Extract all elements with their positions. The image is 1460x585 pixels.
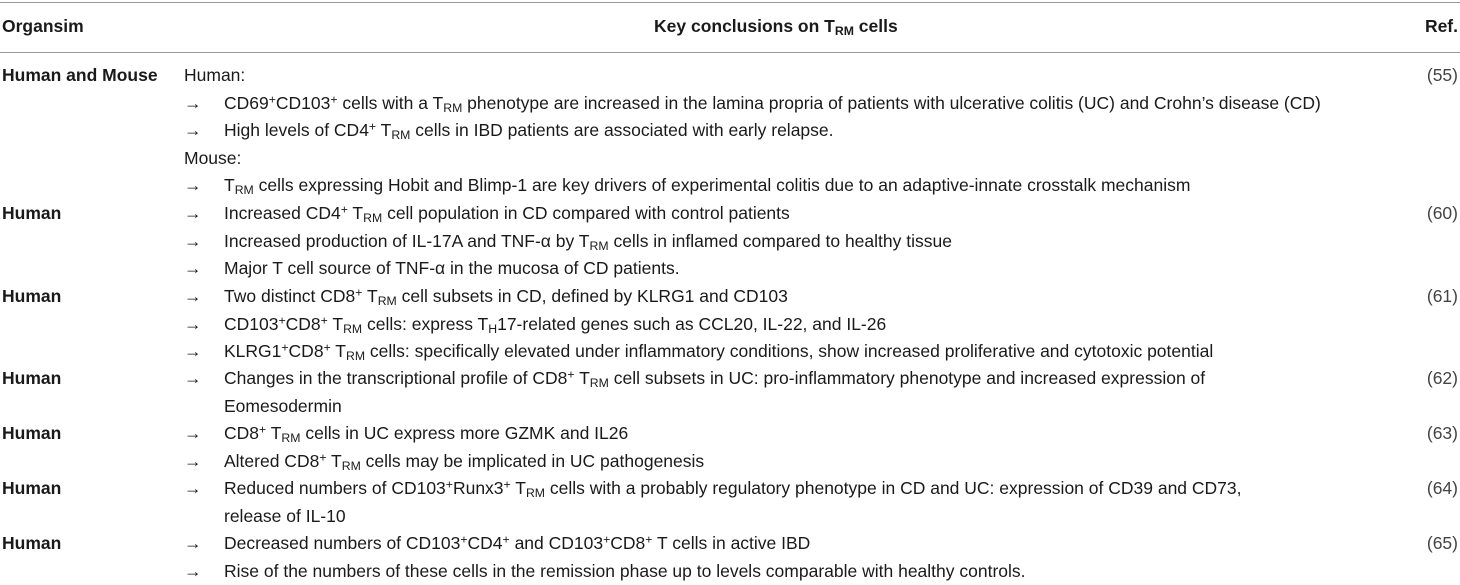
arrow-icon: →	[184, 255, 202, 283]
arrow-icon: →	[184, 420, 202, 448]
text-run: cells with a probably regulatory phenotype in CD and UC: expression of CD39 and CD73,	[545, 478, 1241, 498]
arrow-icon: →	[184, 448, 202, 476]
sup-script: +	[319, 450, 326, 464]
sup-script: +	[281, 341, 288, 355]
text-run: T	[331, 341, 346, 361]
ref-cell: (62)	[1427, 365, 1458, 393]
text-run: cells in IBD patients are associated with early relapse.	[410, 120, 833, 140]
sup-script: +	[504, 478, 511, 492]
sup-script: +	[330, 92, 337, 106]
conclusion-item	[184, 311, 1384, 339]
ref-cell: (61)	[1427, 283, 1458, 311]
conclusion-text	[184, 311, 1384, 339]
arrow-icon: →	[184, 283, 202, 311]
sup-script: +	[341, 203, 348, 217]
text-run: and CD103	[510, 533, 603, 553]
conclusion-text	[184, 558, 1384, 585]
ref-cell: (55)	[1427, 62, 1458, 90]
sub-script: RM	[346, 349, 365, 363]
header-conclusions-sub: RM	[835, 24, 854, 38]
sub-script: RM	[391, 128, 410, 142]
species-heading: Mouse:	[184, 145, 1384, 173]
conclusions-cell	[184, 475, 1384, 530]
header-conclusions-text: Key conclusions on T	[654, 16, 835, 36]
conclusion-item	[184, 255, 1384, 283]
conclusion-item	[184, 365, 1384, 393]
conclusion-text	[184, 503, 1384, 531]
sub-script: RM	[378, 294, 397, 308]
text-run: T	[348, 203, 363, 223]
conclusion-text	[184, 200, 1384, 228]
arrow-icon: →	[184, 475, 202, 503]
text-run: T	[575, 368, 590, 388]
sub-script: RM	[281, 431, 300, 445]
conclusion-text	[184, 338, 1384, 366]
text-run: cells: express T	[362, 314, 488, 334]
sup-script: +	[278, 313, 285, 327]
text-run: Increased production of IL-17A and TNF-α by T	[224, 231, 590, 251]
conclusions-cell	[184, 365, 1384, 420]
arrow-icon: →	[184, 228, 202, 256]
header-conclusions-suffix: cells	[854, 16, 898, 36]
sub-script: RM	[343, 322, 362, 336]
header-bottom-rule	[0, 52, 1460, 53]
arrow-icon: →	[184, 172, 202, 200]
sup-script: +	[259, 423, 266, 437]
conclusion-text	[184, 448, 1384, 476]
conclusion-text	[184, 255, 1384, 283]
text-run: T	[328, 314, 343, 334]
header-organism: Organsim	[2, 16, 84, 37]
conclusion-text	[184, 393, 1384, 421]
text-run: cells may be implicated in UC pathogenesis	[361, 451, 704, 471]
sup-script: +	[460, 533, 467, 547]
sup-script: +	[645, 533, 652, 547]
sup-script: +	[324, 341, 331, 355]
arrow-icon: →	[184, 338, 202, 366]
conclusions-cell	[184, 62, 1384, 200]
text-run: T	[376, 120, 391, 140]
sup-script: +	[503, 533, 510, 547]
conclusion-item	[184, 228, 1384, 256]
sub-script: H	[488, 322, 497, 336]
arrow-icon: →	[184, 558, 202, 585]
sup-script: +	[567, 368, 574, 382]
conclusion-item	[184, 338, 1384, 366]
header-conclusions	[654, 16, 898, 37]
conclusion-item	[184, 117, 1384, 145]
text-run: cells: specifically elevated under inflammatory conditions, show increased proliferative and cytotoxic potential	[365, 341, 1213, 361]
ref-cell: (65)	[1427, 530, 1458, 558]
conclusion-text	[184, 283, 1384, 311]
arrow-icon: →	[184, 200, 202, 228]
conclusion-continuation	[184, 503, 1384, 531]
text-run: T	[511, 478, 526, 498]
text-run: cells with a T	[338, 93, 444, 113]
conclusion-text	[184, 117, 1384, 145]
organism-cell: Human	[2, 283, 172, 311]
header-ref: Ref.	[1425, 16, 1458, 37]
sup-script: +	[355, 286, 362, 300]
conclusion-text	[184, 365, 1384, 393]
text-run: release of IL-10	[224, 506, 346, 526]
text-run: 17-related genes such as CCL20, IL-22, and IL-26	[497, 314, 886, 334]
text-run: CD8	[289, 341, 324, 361]
conclusions-cell	[184, 530, 1384, 585]
conclusions-cell	[184, 200, 1384, 283]
text-run: cell subsets in CD, defined by KLRG1 and CD103	[397, 286, 788, 306]
ref-cell: (64)	[1427, 475, 1458, 503]
conclusion-continuation	[184, 393, 1384, 421]
table-top-rule	[0, 2, 1460, 3]
conclusion-text	[184, 172, 1384, 200]
text-run: Changes in the transcriptional profile of CD8	[224, 368, 567, 388]
text-run: T	[326, 451, 341, 471]
organism-cell: Human	[2, 420, 172, 448]
text-run: CD8	[610, 533, 645, 553]
text-run: T	[266, 423, 281, 443]
conclusion-item	[184, 90, 1384, 118]
organism-cell: Human	[2, 475, 172, 503]
sub-script: RM	[342, 459, 361, 473]
arrow-icon: →	[184, 90, 202, 118]
text-run: Decreased numbers of CD103	[224, 533, 460, 553]
sup-script: +	[603, 533, 610, 547]
sub-script: RM	[590, 376, 609, 390]
conclusion-item	[184, 448, 1384, 476]
text-run: CD103	[276, 93, 330, 113]
text-run: Reduced numbers of CD103	[224, 478, 446, 498]
text-run: CD4	[468, 533, 503, 553]
text-run: Runx3	[453, 478, 504, 498]
text-run: Altered CD8	[224, 451, 319, 471]
species-heading: Human:	[184, 62, 1384, 90]
sub-script: RM	[443, 101, 462, 115]
text-run: cells in UC express more GZMK and IL26	[300, 423, 628, 443]
text-run: KLRG1	[224, 341, 281, 361]
text-run: T	[362, 286, 377, 306]
ref-cell: (60)	[1427, 200, 1458, 228]
organism-cell: Human and Mouse	[2, 62, 172, 90]
text-run: Eomesodermin	[224, 396, 342, 416]
conclusion-item	[184, 283, 1384, 311]
conclusions-cell	[184, 283, 1384, 366]
conclusion-item	[184, 172, 1384, 200]
arrow-icon: →	[184, 117, 202, 145]
organism-cell: Human	[2, 200, 172, 228]
sup-script: +	[369, 120, 376, 134]
text-run: Two distinct CD8	[224, 286, 355, 306]
conclusion-text	[184, 228, 1384, 256]
sub-script: RM	[590, 239, 609, 253]
organism-cell: Human	[2, 365, 172, 393]
conclusion-text	[184, 530, 1384, 558]
conclusion-text	[184, 90, 1384, 118]
sub-script: RM	[235, 183, 254, 197]
conclusion-item	[184, 475, 1384, 503]
text-run: Major T cell source of TNF-α in the mucosa of CD patients.	[224, 258, 680, 278]
sub-script: RM	[526, 486, 545, 500]
ref-cell: (63)	[1427, 420, 1458, 448]
sup-script: +	[321, 313, 328, 327]
text-run: CD103	[224, 314, 278, 334]
sup-script: +	[446, 478, 453, 492]
conclusions-cell	[184, 420, 1384, 475]
sub-script: RM	[363, 211, 382, 225]
conclusion-item	[184, 558, 1384, 585]
text-run: cell subsets in UC: pro-inflammatory phenotype and increased expression of	[609, 368, 1205, 388]
text-run: cells in inflamed compared to healthy tissue	[609, 231, 952, 251]
conclusion-text	[184, 420, 1384, 448]
text-run: CD8	[224, 423, 259, 443]
text-run: Increased CD4	[224, 203, 341, 223]
organism-cell: Human	[2, 530, 172, 558]
arrow-icon: →	[184, 311, 202, 339]
arrow-icon: →	[184, 530, 202, 558]
text-run: CD8	[286, 314, 321, 334]
arrow-icon: →	[184, 365, 202, 393]
conclusion-text	[184, 475, 1384, 503]
conclusion-item	[184, 420, 1384, 448]
text-run: Rise of the numbers of these cells in the remission phase up to levels comparable with healthy controls.	[224, 561, 1026, 581]
text-run: cells expressing Hobit and Blimp-1 are key drivers of experimental colitis due to an adaptive-innate crosstalk mechanism	[254, 175, 1191, 195]
sup-script: +	[269, 92, 276, 106]
text-run: High levels of CD4	[224, 120, 369, 140]
text-run: cell population in CD compared with control patients	[382, 203, 790, 223]
text-run: T	[224, 175, 235, 195]
text-run: phenotype are increased in the lamina propria of patients with ulcerative colitis (UC) and Crohn’s disease (CD)	[462, 93, 1321, 113]
text-run: T cells in active IBD	[652, 533, 810, 553]
conclusion-item	[184, 200, 1384, 228]
text-run: CD69	[224, 93, 269, 113]
conclusion-item	[184, 530, 1384, 558]
